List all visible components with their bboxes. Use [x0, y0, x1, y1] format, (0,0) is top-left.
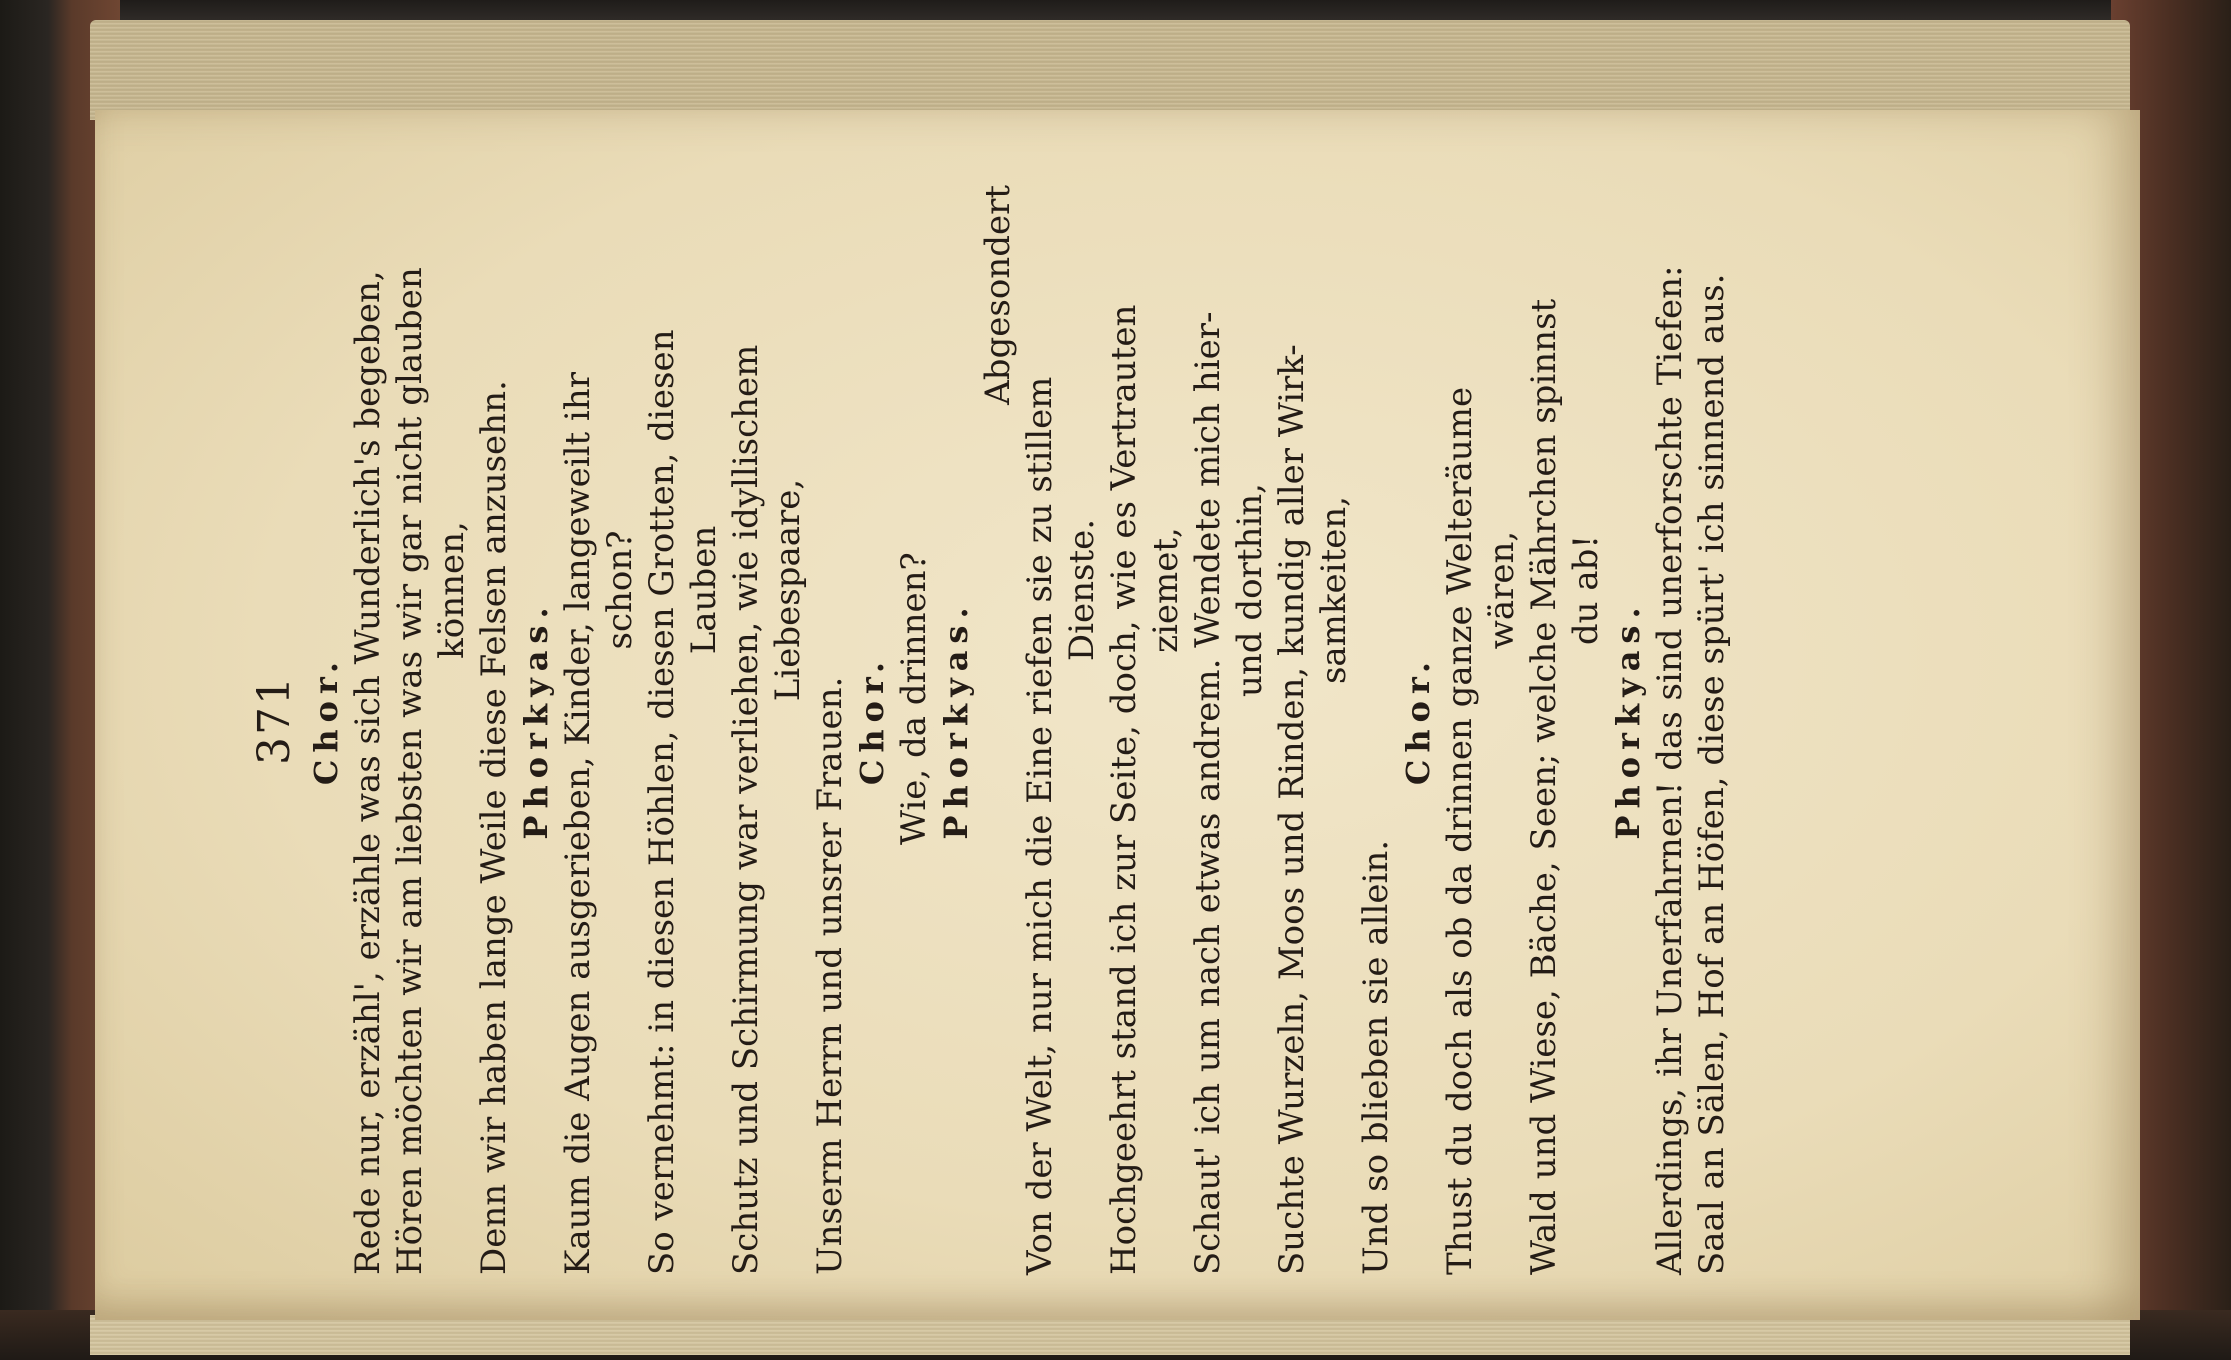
verse-line: Denn wir haben lange Weile diese Felsen anzusehn. [474, 380, 514, 1275]
verse-line: samkeiten, [1314, 495, 1354, 685]
verse-line: Dienste. [1062, 518, 1102, 662]
verse-line: können, [432, 521, 472, 659]
verse-line: Allerdings, ihr Unerfahrnen! das sind unerforschte Tiefen: [1650, 265, 1690, 1275]
dialogue-block [305, 165, 515, 1275]
dialogue-blocks [305, 165, 1733, 1275]
speaker-name: Phorkyas. [937, 600, 975, 840]
verse-line: Hochgeehrt stand ich zur Seite, doch, wie es Vertrauten [1104, 304, 1144, 1275]
verse-line: Schutz und Schirmung war verliehen, wie idyllischem [726, 344, 766, 1275]
verse-line: Suchte Wurzeln, Moos und Rinden, kundig aller Wirk- [1272, 344, 1312, 1275]
verse-line: Kaum die Augen ausgerieben, Kinder, langeweilt ihr [558, 372, 598, 1275]
dialogue-block [935, 165, 1397, 1275]
verse-line: Rede nur, erzähl', erzähle was sich Wunderlich's begeben, [348, 270, 388, 1275]
verse-line: Wie, da drinnen? [894, 552, 934, 845]
verse-line: Thust du doch als ob da drinnen ganze Welteräume [1440, 386, 1480, 1275]
speaker-name: Phorkyas. [1609, 600, 1647, 840]
verse-line: ziemet, [1146, 527, 1186, 653]
verse-line: Liebespaare, [768, 478, 808, 702]
verse-line: du ab! [1566, 534, 1606, 646]
verse-line: Und so blieben sie allein. [1356, 839, 1396, 1275]
dialogue-block [515, 165, 851, 1275]
page-content [245, 165, 1845, 1275]
verse-line: Lauben [684, 525, 724, 655]
verse-line: wären, [1482, 530, 1522, 650]
dialogue-block [851, 165, 935, 1275]
verse-line: und dorthin, [1230, 483, 1270, 697]
verse-line: So vernehmt: in diesen Höhlen, diesen Grotten, diesen [642, 329, 682, 1275]
dialogue-block [1607, 165, 1733, 1275]
speaker-name: Chor. [853, 654, 891, 786]
verse-line: Abgesondert [978, 185, 1018, 405]
page-edges-top [90, 20, 2130, 120]
verse-line: Von der Welt, nur mich die Eine riefen sie zu stillem [1020, 376, 1060, 1275]
verse-line: Wald und Wiese, Bäche, Seen; welche Mährchen spinnst [1524, 298, 1564, 1275]
dialogue-block [1397, 165, 1607, 1275]
speaker-name: Phorkyas. [517, 600, 555, 840]
page-edges-bottom [90, 1315, 2130, 1355]
verse-line: Schaut' ich um nach etwas andrem. Wendete mich hier- [1188, 311, 1228, 1275]
verse-line: Saal an Sälen, Hof an Höfen, diese spürt' ich sinnend aus. [1692, 273, 1732, 1275]
verse-line: Unserm Herrn und unsrer Frauen. [810, 676, 850, 1275]
page-number: 371 [249, 675, 300, 765]
speaker-name: Chor. [1399, 654, 1437, 786]
verse-line: Hören möchten wir am liebsten was wir gar nicht glauben [390, 267, 430, 1275]
speaker-name: Chor. [307, 654, 345, 786]
verse-line: schon? [600, 530, 640, 650]
